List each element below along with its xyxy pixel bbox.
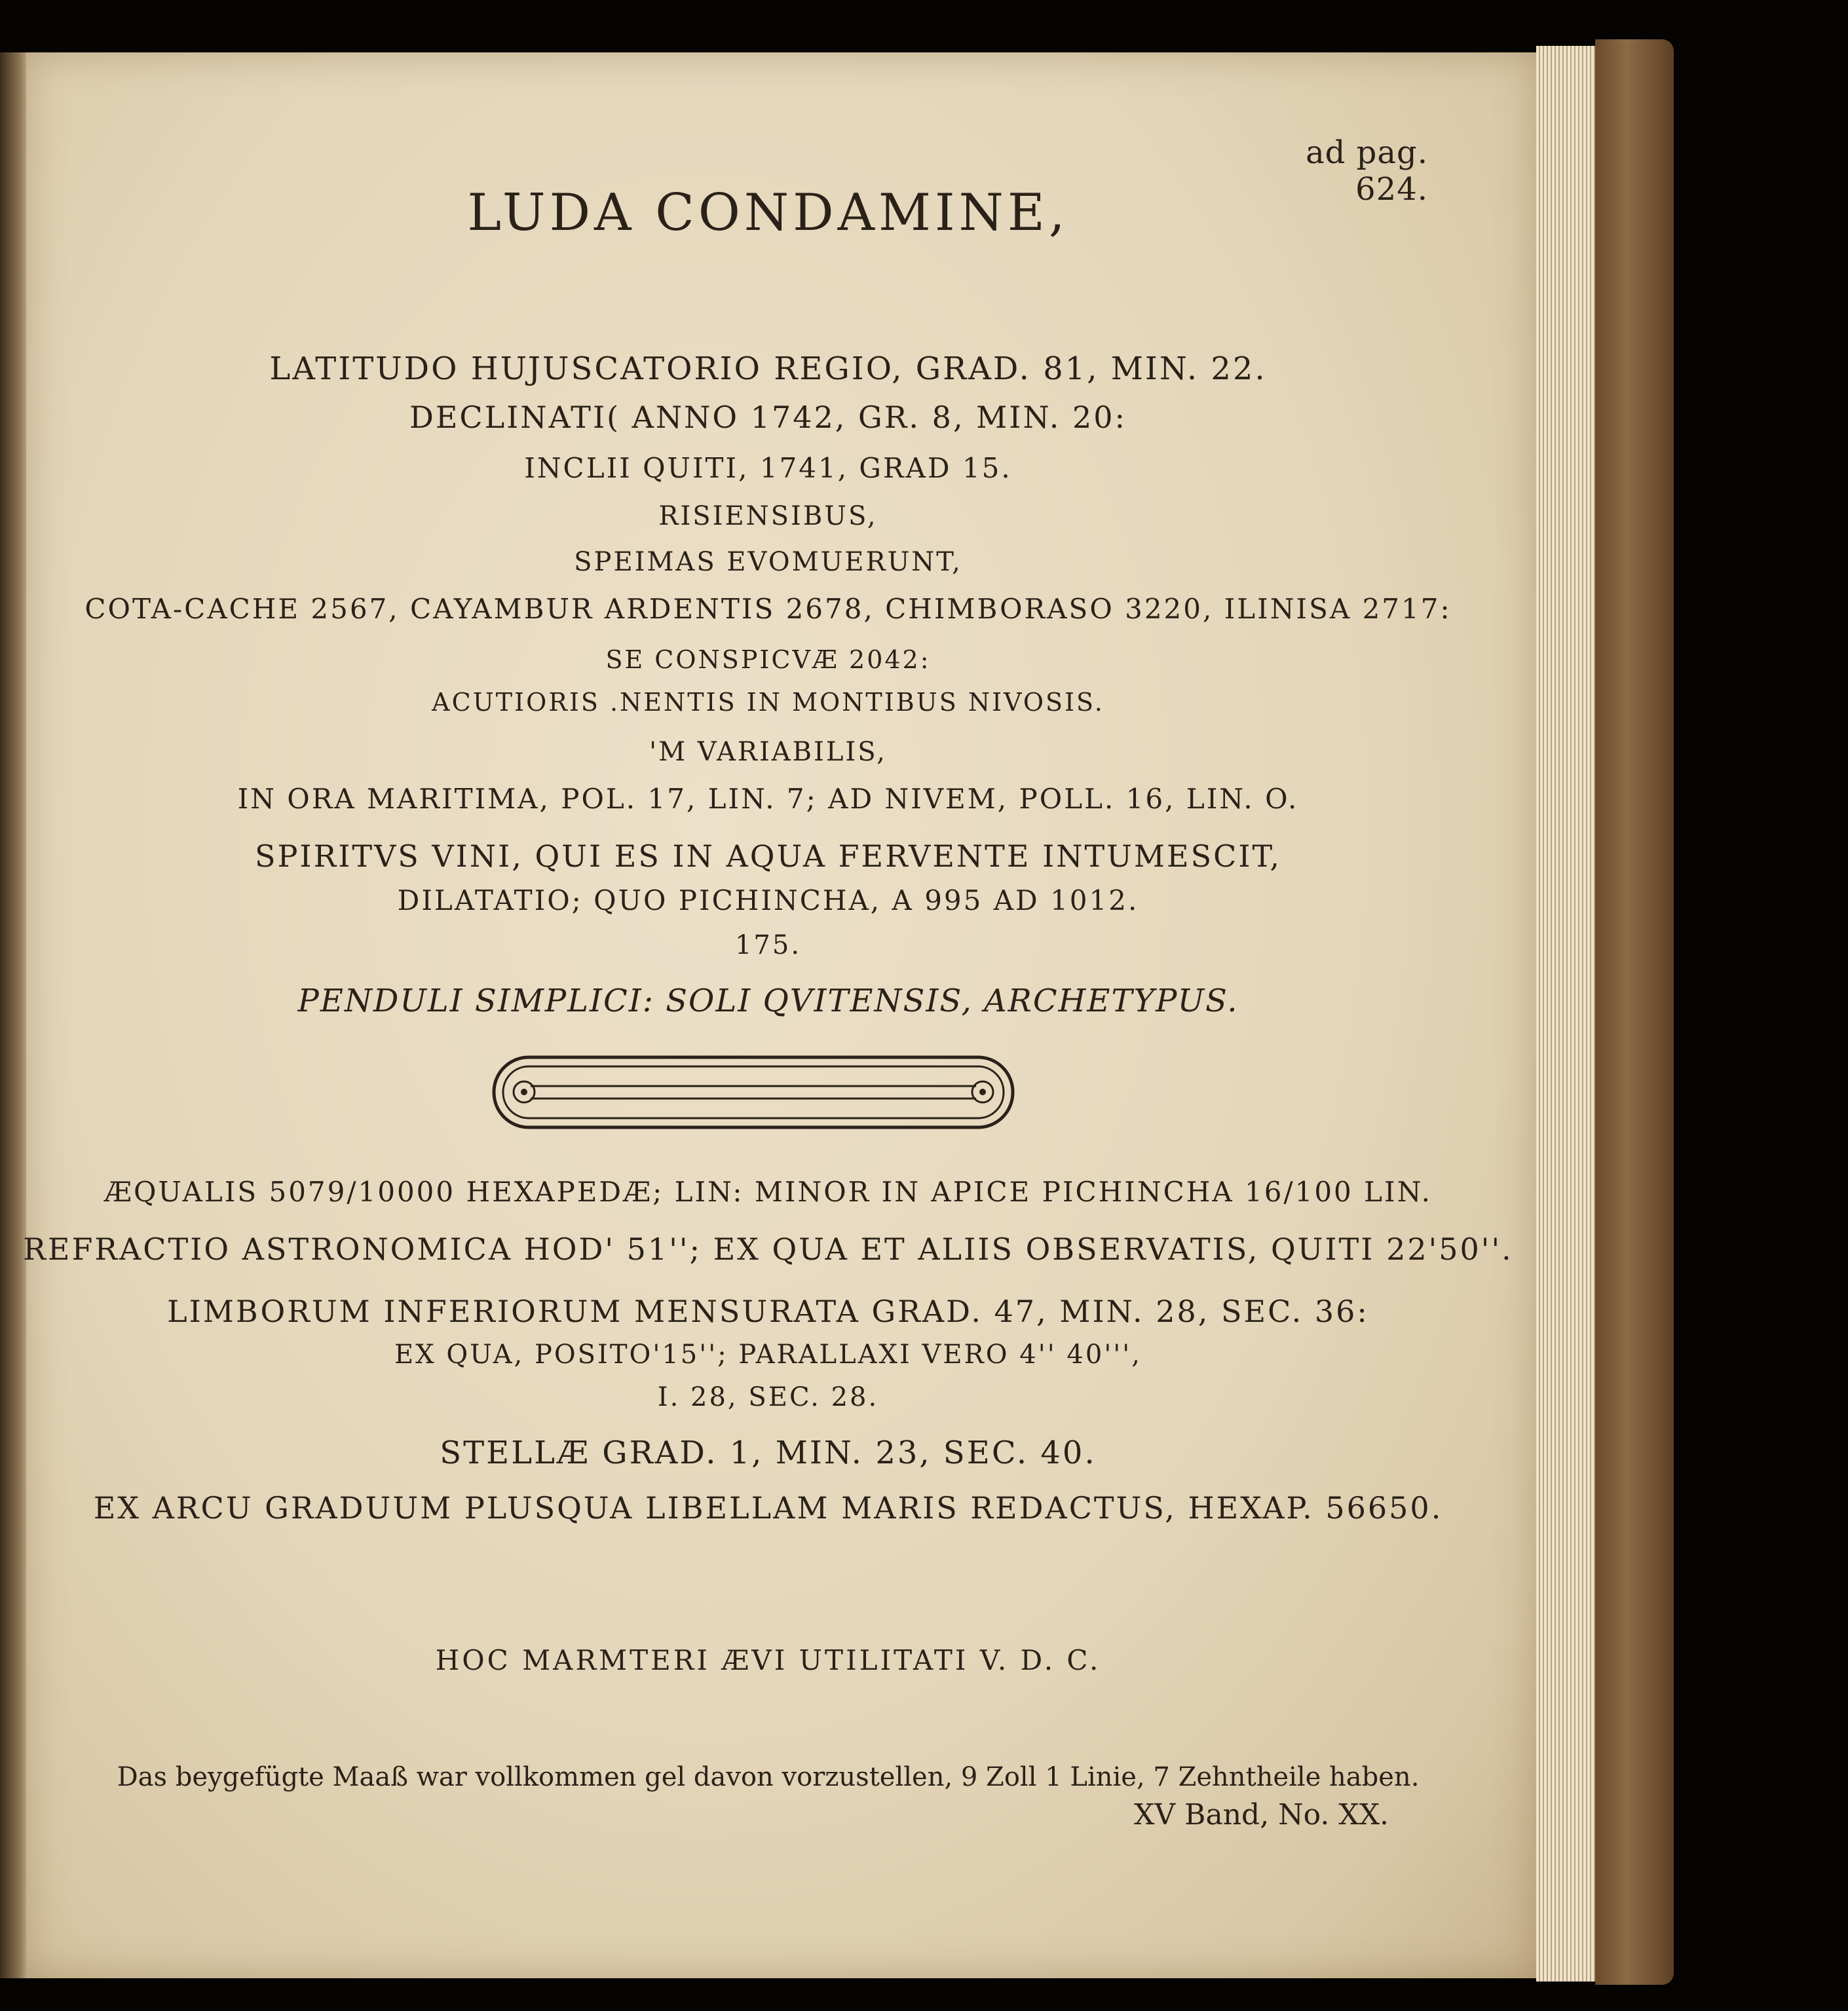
inscription-line: ÆQUALIS 5079/10000 HEXAPEDÆ; LIN: MINOR IN APICE PICHINCHA 16/100 LIN. [104, 1176, 1433, 1208]
volume-signature: XV Band, No. XX. [1134, 1798, 1389, 1832]
inscription-line: EX ARCU GRADUUM PLUSQUA LIBELLAM MARIS REDACTUS, HEXAP. 56650. [93, 1490, 1443, 1526]
inscription-line: SPEIMAS EVOMUERUNT, [574, 547, 962, 577]
inscription-line: STELLÆ GRAD. 1, MIN. 23, SEC. 40. [440, 1435, 1097, 1471]
inscription-line: INCLII QUITI, 1741, GRAD 15. [524, 452, 1012, 484]
inscription-line: RISIENSIBUS, [658, 501, 878, 531]
inscription-line: DILATATIO; QUO PICHINCHA, A 995 AD 1012. [397, 884, 1139, 916]
inscription-line: 175. [734, 930, 802, 960]
pendulum-rod-illustration [491, 1055, 1015, 1130]
inscription-line: ACUTIORIS .NENTIS IN MONTIBUS NIVOSIS. [432, 688, 1104, 717]
pendulum-caption: PENDULI SIMPLICI: SOLI QVITENSIS, ARCHETYPUS. [297, 983, 1239, 1019]
inscription-line: LIMBORUM INFERIORUM MENSURATA GRAD. 47, MIN. 28, SEC. 36: [167, 1294, 1369, 1329]
inscription-line: COTA-CACHE 2567, CAYAMBUR ARDENTIS 2678, CHIMBORASO 3220, ILINISA 2717: [85, 593, 1452, 625]
inscription-line: SE CONSPICVÆ 2042: [605, 645, 931, 674]
book-cover-edge [1595, 39, 1674, 1985]
inscription-title: LUDA CONDAMINE, [467, 183, 1069, 242]
inscription-line: I. 28, SEC. 28. [657, 1382, 879, 1412]
inscription-line: REFRACTIO ASTRONOMICA HOD' 51''; EX QUA ET ALIIS OBSERVATIS, QUITI 22'50''. [23, 1231, 1513, 1267]
footnote: Das beygefügte Maaß war vollkommen gel davon vorzustellen, 9 Zoll 1 Linie, 7 Zehntheile haben. [117, 1762, 1420, 1792]
inscription-line: DECLINATI( ANNO 1742, GR. 8, MIN. 20: [409, 400, 1127, 435]
inscription-line: EX QUA, POSITO'15''; PARALLAXI VERO 4'' 40''', [394, 1340, 1142, 1370]
inscription-line: SPIRITVS VINI, QUI ES IN AQUA FERVENTE INTUMESCIT, [254, 838, 1282, 874]
page-stack-edge [1536, 46, 1595, 1982]
inscription-line: IN ORA MARITIMA, POL. 17, LIN. 7; AD NIVEM, POLL. 16, LIN. O. [237, 783, 1299, 815]
page-reference: ad pag. 624. [1306, 134, 1428, 208]
inscription-line: 'M VARIABILIS, [649, 737, 887, 767]
inscription-line: LATITUDO HUJUSCATORIO REGIO, GRAD. 81, MIN. 22. [269, 350, 1267, 387]
dedication-line: HOC MARMTERI ÆVI UTILITATI V. D. C. [435, 1644, 1101, 1676]
